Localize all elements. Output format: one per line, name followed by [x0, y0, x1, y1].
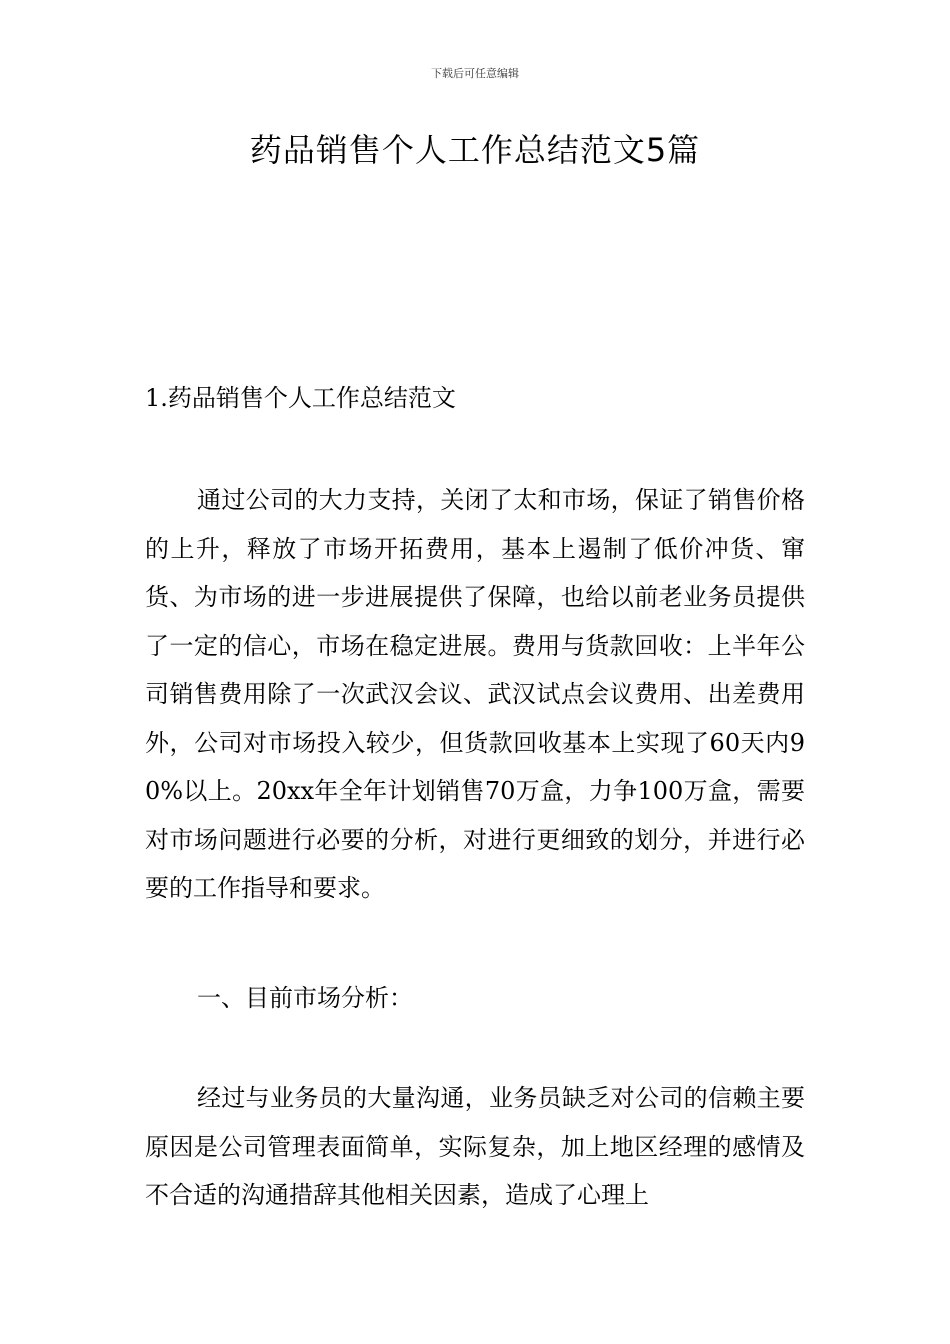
subheading-market-analysis: 一、目前市场分析： — [197, 984, 413, 1012]
body-paragraph-1: 通过公司的大力支持，关闭了太和市场，保证了销售价格的上升，释放了市场开拓费用，基本上遏制了低价冲货、窜货、为市场的进一步进展提供了保障，也给以前老业务员提供了一定的信心，市场在稳定进展。费用与货款回收：上半年公司销售费用除了一次武汉会议、武汉试点会议费用、出差费用外，公司对市场投入较少，但货款回收基本上实现了60天内90%以上。20xx年全年计划销售70万盒，力争100万盒，需要对市场问题进行必要的分析，对进行更细致的划分，并进行必要的工作指导和要求。 — [145, 486, 805, 902]
document-title: 药品销售个人工作总结范文5篇 — [249, 131, 701, 169]
header-note: 下载后可任意编辑 — [431, 67, 519, 80]
body-paragraph-2: 经过与业务员的大量沟通，业务员缺乏对公司的信赖主要原因是公司管理表面简单，实际复杂，加上地区经理的感情及不合适的沟通措辞其他相关因素，造成了心理上 — [145, 1084, 805, 1209]
section-heading: 1.药品销售个人工作总结范文 — [145, 384, 456, 412]
